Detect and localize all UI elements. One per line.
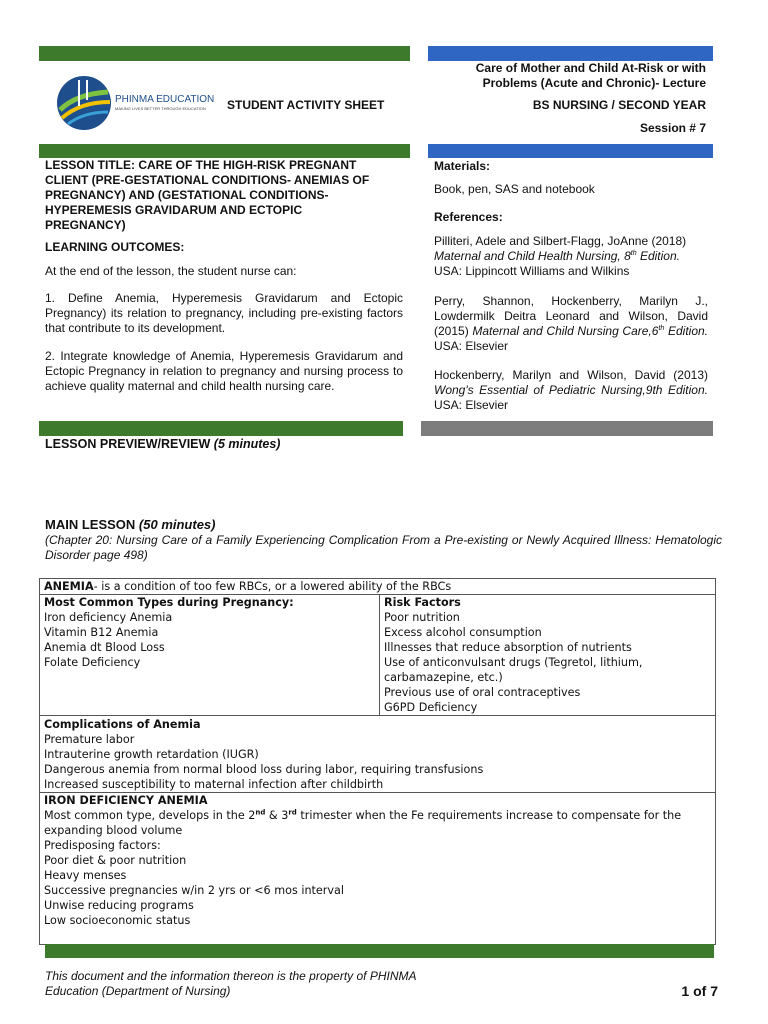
reference-2-edition: Edition. (667, 324, 708, 338)
risk-factors-heading: Risk Factors (384, 596, 461, 609)
main-lesson-heading (45, 517, 216, 533)
list-item: Poor diet & poor nutrition (44, 854, 187, 867)
outcome-2: 2. Integrate knowledge of Anemia, Hyperemesis Gravidarum and Ectopic Pregnancy in relation to pregnancy and nursing process to achieve quality maternal and child health nursing care. (45, 349, 403, 393)
table-row-iron-deficiency (40, 793, 715, 944)
list-item: Anemia dt Blood Loss (44, 641, 165, 654)
lesson-title-line: LESSON TITLE: CARE OF THE HIGH-RISK PREGNANT (45, 158, 357, 172)
list-item: Illnesses that reduce absorption of nutrients (384, 641, 632, 654)
outcome-1: 1. Define Anemia, Hyperemesis Gravidarum and Ectopic Pregnancy) its relation to pregnancy, including pre-existing factors that contribute to its development. (45, 291, 403, 335)
section-bar-green (39, 144, 410, 158)
footer-line-2: Education (Department of Nursing) (45, 984, 231, 998)
course-line-2: Problems (Acute and Chronic)- Lecture (482, 76, 706, 90)
header-bar-blue (428, 46, 713, 61)
page-number: 1 of 7 (681, 983, 718, 999)
reference-2-authors: Perry, Shannon, Hockenberry, Marilyn J., Lowdermilk Deitra Leonard and Wilson, David (2015) (434, 294, 708, 338)
main-lesson-subtitle: (Chapter 20: Nursing Care of a Family Experiencing Complication From a Pre-existing or Newly Acquired Illness: Hematologic Disorder page 498) (45, 533, 722, 562)
list-item: Heavy menses (44, 869, 127, 882)
lesson-preview-heading (45, 437, 280, 452)
reference-1-sup: th (630, 250, 637, 257)
list-item: Low socioeconomic status (44, 914, 191, 927)
list-item: Predisposing factors: (44, 839, 161, 852)
list-item: Vitamin B12 Anemia (44, 626, 159, 639)
list-item: Previous use of oral contraceptives (384, 686, 581, 699)
reference-1-title: Maternal and Child Health Nursing, 8 (434, 249, 631, 263)
references-heading: References: (434, 210, 503, 224)
lesson-preview-time: (5 minutes) (213, 437, 281, 451)
session-number: Session # 7 (639, 121, 706, 135)
list-item: Excess alcohol consumption (384, 626, 542, 639)
ida-text: Most common type, develops in the 2 (44, 809, 256, 822)
list-item: Folate Deficiency (44, 656, 141, 669)
ida-heading: IRON DEFICIENCY ANEMIA (44, 794, 208, 807)
section-bar-blue (428, 144, 713, 158)
logo-emblem-icon (56, 72, 112, 134)
main-lesson-time: (50 minutes) (138, 517, 216, 532)
types-column (40, 595, 380, 715)
complications-heading: Complications of Anemia (44, 718, 201, 731)
list-item: Increased susceptibility to maternal infection after childbirth (44, 778, 384, 791)
main-lesson-label: MAIN LESSON (45, 517, 136, 532)
reference-2-sup: th (658, 325, 665, 332)
anemia-definition: - is a condition of too few RBCs, or a lowered ability of the RBCs (93, 580, 452, 593)
footer-line-1: This document and the information thereon is the property of PHINMA (45, 969, 417, 983)
list-item: expanding blood volume (44, 824, 183, 837)
list-item: Successive pregnancies w/in 2 yrs or <6 mos interval (44, 884, 344, 897)
course-title (406, 61, 706, 91)
reference-2-publisher: USA: Elsevier (434, 339, 509, 353)
reference-1 (434, 234, 708, 279)
list-item: carbamazepine, etc.) (384, 671, 503, 684)
reference-3-publisher: USA: Elsevier (434, 398, 509, 412)
reference-1-publisher: USA: Lippincott Williams and Wilkins (434, 264, 630, 278)
reference-2 (434, 294, 708, 354)
preview-bar-gray (421, 421, 713, 436)
lesson-title-line: PREGNANCY) AND (GESTATIONAL CONDITIONS- (45, 188, 329, 202)
list-item: Use of anticonvulsant drugs (Tegretol, lithium, (384, 656, 643, 669)
lesson-preview-label: LESSON PREVIEW/REVIEW (45, 437, 211, 451)
anemia-table (39, 578, 716, 945)
list-item: Iron deficiency Anemia (44, 611, 173, 624)
header-bar-green (39, 46, 410, 61)
lesson-title-line: HYPEREMESIS GRAVIDARUM AND ECTOPIC (45, 203, 303, 217)
logo-name: PHINMA EDUCATION (115, 94, 215, 105)
list-item: Poor nutrition (384, 611, 460, 624)
list-item: G6PD Deficiency (384, 701, 478, 714)
lesson-title-line: PREGNANCY) (45, 218, 126, 232)
course-line-1: Care of Mother and Child At-Risk or with (475, 61, 706, 75)
reference-1-authors: Pilliteri, Adele and Silbert-Flagg, JoAnne (2018) (434, 234, 687, 248)
ida-sup: nd (255, 808, 266, 817)
anemia-term: ANEMIA (44, 580, 94, 593)
footer-notice (45, 969, 465, 999)
phinma-logo (56, 72, 216, 134)
program: BS NURSING / SECOND YEAR (532, 98, 706, 112)
materials-text: Book, pen, SAS and notebook (434, 182, 595, 196)
outcomes-heading: LEARNING OUTCOMES: (45, 240, 185, 254)
reference-2-title: Maternal and Child Nursing Care,6 (472, 324, 659, 338)
list-item: Dangerous anemia from normal blood loss during labor, requiring transfusions (44, 763, 484, 776)
ida-text: & 3 (265, 809, 289, 822)
table-row-definition (40, 579, 715, 595)
sheet-type: STUDENT ACTIVITY SHEET (227, 98, 385, 112)
materials-heading: Materials: (434, 159, 491, 173)
reference-1-edition: Edition. (636, 249, 680, 263)
footer-bar-green (45, 944, 714, 958)
reference-3 (434, 368, 708, 413)
list-item: Intrauterine growth retardation (IUGR) (44, 748, 259, 761)
list-item: Unwise reducing programs (44, 899, 194, 912)
list-item: Premature labor (44, 733, 135, 746)
lesson-title (45, 158, 405, 233)
types-heading: Most Common Types during Pregnancy: (44, 596, 294, 609)
logo-tagline: MAKING LIVES BETTER THROUGH EDUCATION (115, 106, 206, 111)
table-row-complications (40, 716, 715, 793)
outcomes-intro: At the end of the lesson, the student nurse can: (45, 264, 297, 278)
ida-text: trimester when the Fe requirements increase to compensate for the (296, 809, 682, 822)
preview-bar-green (39, 421, 403, 436)
ida-sup: rd (288, 808, 297, 817)
lesson-title-line: CLIENT (PRE-GESTATIONAL CONDITIONS- ANEMIAS OF (45, 173, 370, 187)
table-row-types-risks (40, 595, 715, 716)
reference-3-authors: Hockenberry, Marilyn and Wilson, David (2013) (434, 368, 708, 382)
risk-factors-column (380, 595, 715, 715)
ida-description (44, 808, 711, 823)
reference-3-title: Wong's Essential of Pediatric Nursing,9th Edition. (434, 383, 708, 397)
